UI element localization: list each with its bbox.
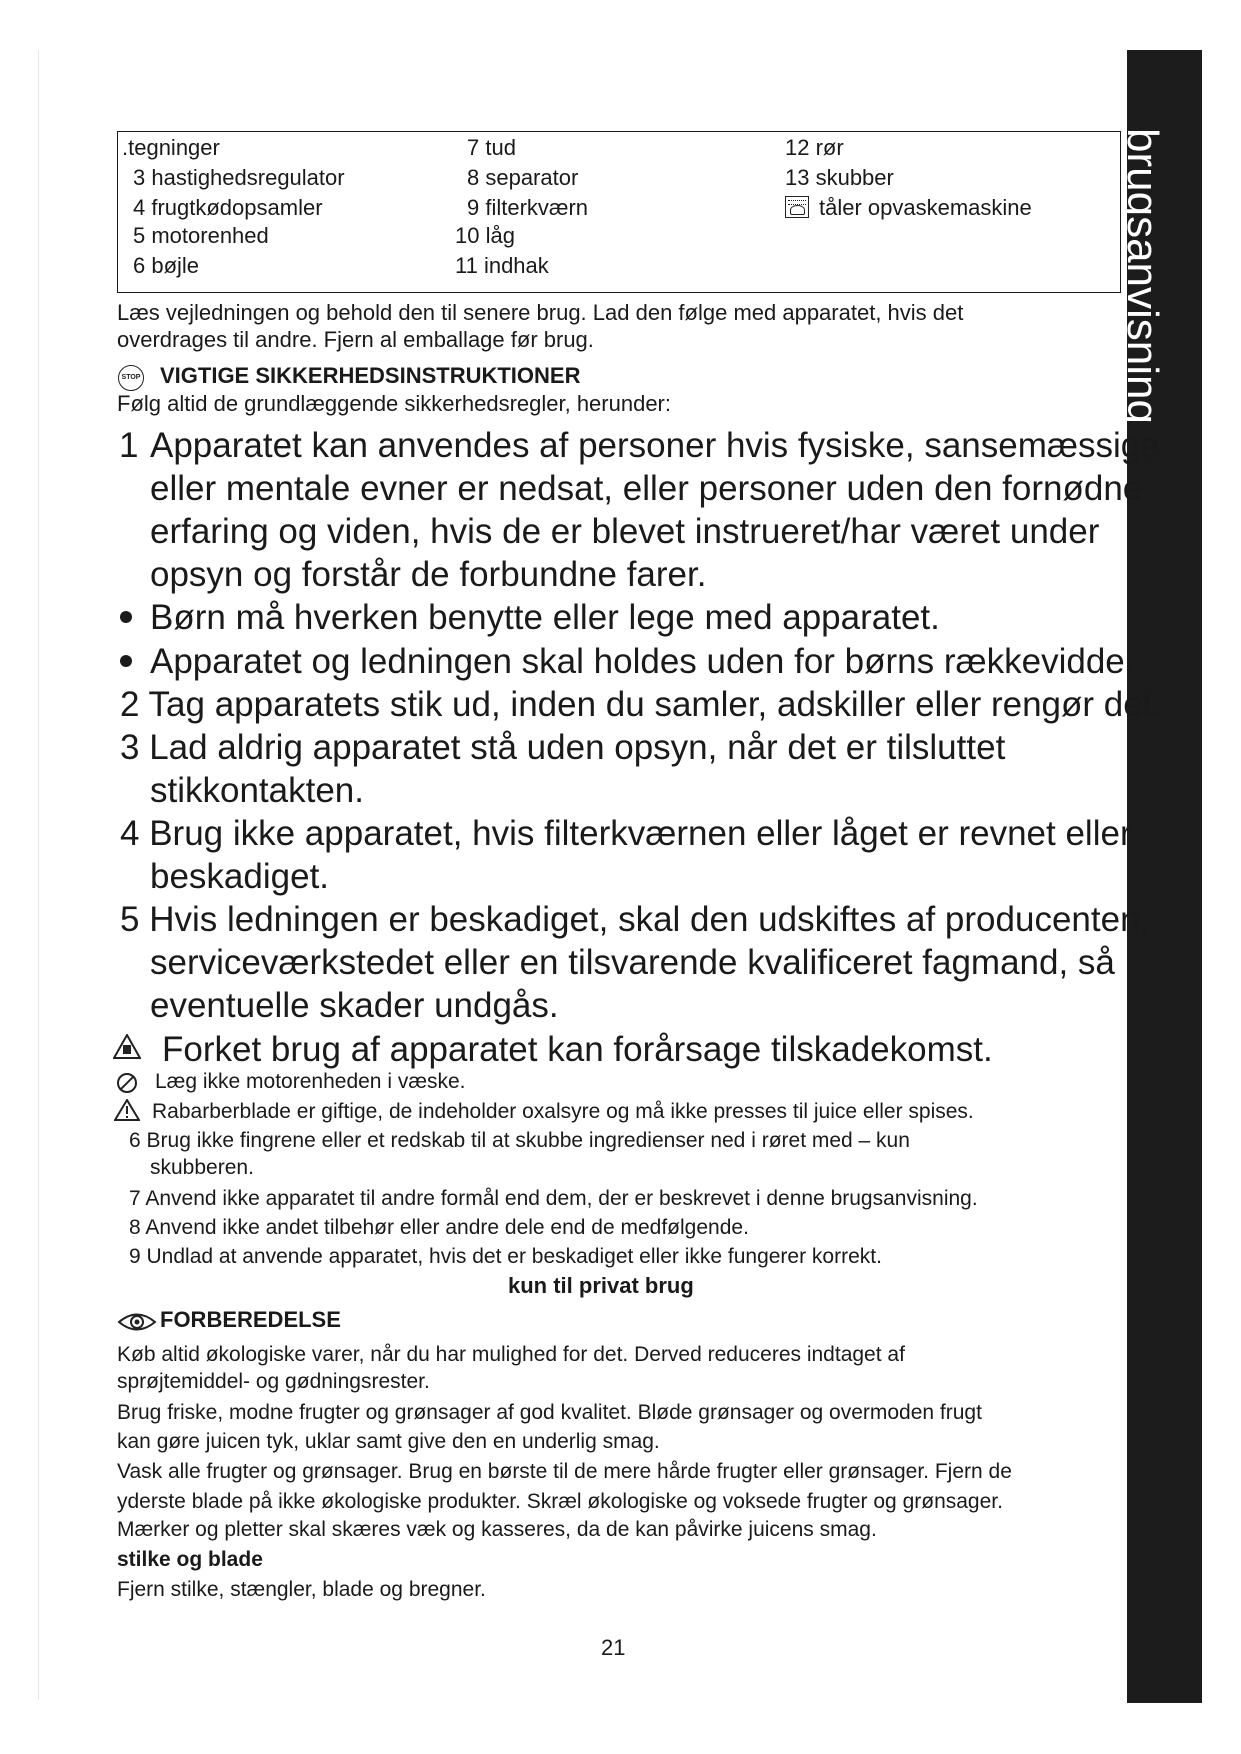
parts-item: 7 tud [467, 135, 516, 160]
paragraph-line: Fjern stilke, stængler, blade og bregner. [117, 1578, 486, 1601]
instruction-line: opsyn og forstår de forbundne farer. [150, 555, 707, 594]
instruction-line: 4 Brug ikke apparatet, hvis filterkværnen eller låget er revnet eller [120, 814, 1132, 853]
bullet-dot [120, 655, 132, 667]
instruction-line: erfaring og viden, hvis de er blevet instrueret/har været under [150, 512, 1100, 551]
paragraph-line: Brug friske, modne frugter og grønsager af god kvalitet. Bløde grønsager og overmoden frugt [117, 1401, 982, 1424]
instruction-line: 8 Anvend ikke andet tilbehør eller andre dele end de medfølgende. [129, 1216, 749, 1239]
bullet-text: Apparatet og ledningen skal holdes uden for børns rækkevidde. [150, 642, 1135, 681]
dishwasher-note [785, 193, 1032, 223]
paragraph-line: yderste blade på ikke økologiske produkter. Skræl økologiske og voksede frugter og grønsager. [117, 1490, 1003, 1513]
safety-heading: VIGTIGE SIKKERHEDSINSTRUKTIONER [160, 363, 581, 388]
parts-item: 3 hastighedsregulator [133, 165, 345, 190]
paragraph-line: sprøjtemiddel- og gødningsrester. [117, 1370, 430, 1393]
preparation-heading: FORBEREDELSE [160, 1307, 341, 1332]
parts-item: 12 rør [785, 135, 844, 160]
bullet-item [120, 640, 1135, 683]
paragraph-line: kan gøre juicen tyk, uklar samt give den en underlig smag. [117, 1430, 660, 1453]
parts-item: 11 indhak [455, 253, 549, 278]
instruction-line: 7 Anvend ikke apparatet til andre formål end dem, der er beskrevet i denne brugsanvisning. [129, 1187, 978, 1210]
paragraph-line: Køb altid økologiske varer, når du har mulighed for det. Derved reduceres indtaget af [117, 1343, 905, 1366]
instruction-line: skubberen. [150, 1156, 254, 1179]
hand-warning-icon [113, 1034, 141, 1059]
instruction-line: 5 Hvis ledningen er beskadiget, skal den udskiftes af producenten, [120, 900, 1150, 939]
instruction-line: eventuelle skader undgås. [150, 986, 559, 1025]
bullet-dot [120, 611, 132, 623]
instruction-line: Apparatet kan anvendes af personer hvis fysiske, sansemæssige [150, 426, 1160, 465]
bullet-text: Børn må hverken benytte eller lege med apparatet. [150, 598, 940, 637]
parts-legend-box [117, 131, 1121, 293]
instruction-line: beskadiget. [150, 857, 330, 896]
eye-icon [117, 1311, 157, 1333]
instruction-line: 6 Brug ikke fingrene eller et redskab til at skubbe ingredienser ned i røret med – kun [129, 1129, 910, 1152]
instruction-number: 1 [119, 426, 139, 465]
bullet-item [120, 596, 940, 639]
parts-item: 8 separator [467, 165, 579, 190]
paragraph-line: Vask alle frugter og grønsager. Brug en børste til de mere hårde frugter eller grønsager. Fjern de [117, 1460, 1012, 1483]
warning-triangle-icon [114, 1099, 140, 1121]
dishwasher-label: tåler opvaskemaskine [819, 195, 1032, 220]
stop-icon: STOP [118, 365, 144, 391]
parts-item: 5 motorenhed [133, 223, 269, 248]
instruction-line: eller mentale evner er nedsat, eller personer uden den fornødne [150, 469, 1143, 508]
instruction-line: serviceværkstedet eller en tilsvarende kvalificeret fagmand, så [150, 943, 1115, 982]
private-use-note: kun til privat brug [508, 1273, 694, 1298]
warning-text: Læg ikke motorenheden i væske. [155, 1070, 466, 1093]
instruction-line: 2 Tag apparatets stik ud, inden du samler, adskiller eller rengør det. [120, 685, 1163, 724]
parts-item: .tegninger [122, 135, 220, 160]
instruction-line: 3 Lad aldrig apparatet stå uden opsyn, når det er tilsluttet [120, 728, 1006, 767]
warning-text: Rabarberblade er giftige, de indeholder oxalsyre og må ikke presses til juice eller spises. [152, 1100, 974, 1123]
parts-item: 13 skubber [785, 165, 894, 190]
parts-item: 10 låg [455, 223, 515, 248]
stalks-heading: stilke og blade [117, 1548, 263, 1571]
paragraph-line: Mærker og pletter skal skæres væk og kasseres, da de kan påvirke juicens smag. [117, 1518, 877, 1541]
parts-item: 9 filterkværn [467, 195, 589, 220]
dishwasher-icon [785, 196, 809, 218]
warning-text: Forket brug af apparatet kan forårsage tilskadekomst. [162, 1030, 993, 1069]
page-number: 21 [601, 1635, 626, 1660]
instruction-line: 9 Undlad at anvende apparatet, hvis det er beskadiget eller ikke fungerer korrekt. [129, 1245, 882, 1268]
safety-subheading: Følg altid de grundlæggende sikkerhedsregler, herunder: [117, 391, 671, 416]
side-tab-label: brugsanvisning [1118, 128, 1167, 424]
parts-item: 4 frugtkødopsamler [133, 195, 323, 220]
intro-text: Læs vejledningen og behold den til senere brug. Lad den følge med apparatet, hvis det [117, 300, 964, 325]
page-edge-line [38, 50, 39, 1700]
intro-text: overdrages til andre. Fjern al emballage før brug. [117, 327, 594, 352]
instruction-line: stikkontakten. [150, 771, 364, 810]
no-immerse-icon [117, 1073, 137, 1093]
parts-item: 6 bøjle [133, 253, 200, 278]
